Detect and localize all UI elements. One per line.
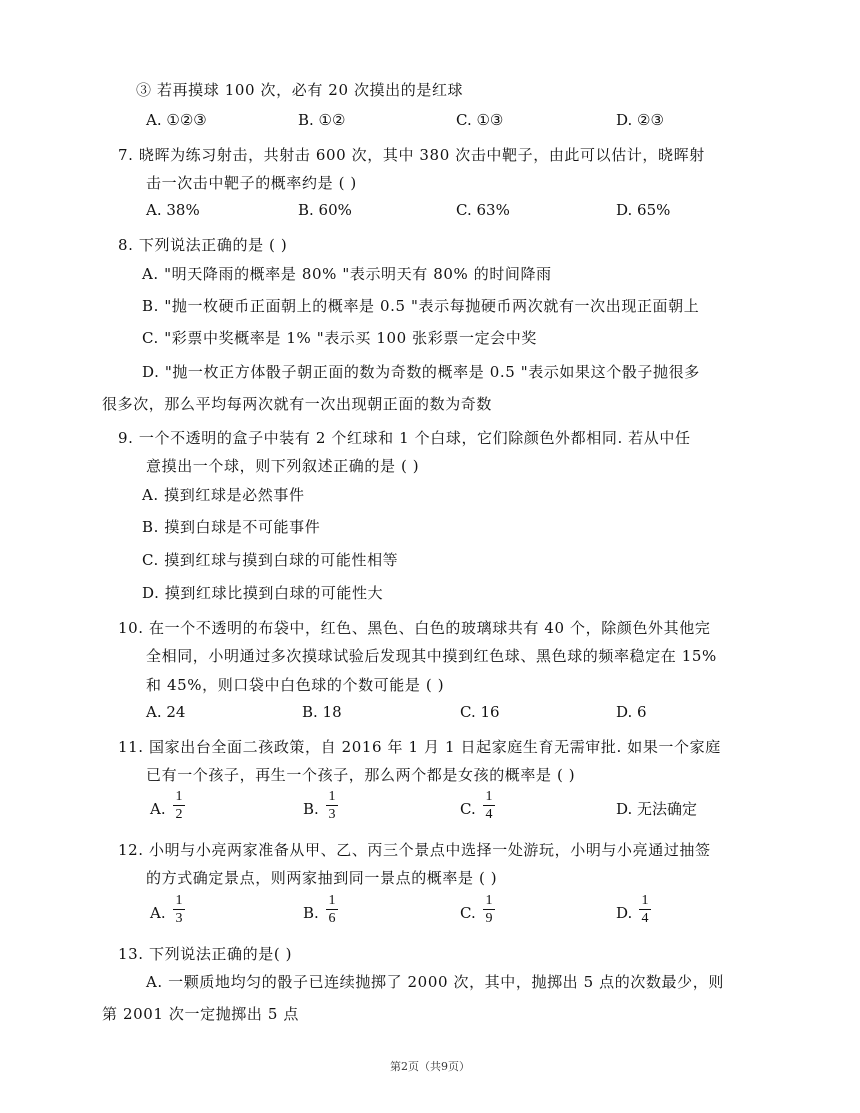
q8-stem: 8. 下列说法正确的是 ( ) xyxy=(118,236,288,254)
fraction-bar xyxy=(173,909,185,910)
q12-stem-cont: 的方式确定景点，则两家抽到同一景点的概率是 ( ) xyxy=(146,869,498,887)
q11-option-a-label: A. xyxy=(150,800,166,818)
fraction-denominator: 4 xyxy=(641,911,649,926)
q7-stem-cont: 击一次击中靶子的概率约是 ( ) xyxy=(146,174,357,192)
fraction-denominator: 9 xyxy=(485,911,493,926)
q8-option-d: D. "抛一枚正方体骰子朝正面的数为奇数的概率是 0.5 "表示如果这个骰子抛很多 xyxy=(142,363,700,381)
fraction-numerator: 1 xyxy=(485,893,493,908)
q6-option-a: A. ①②③ xyxy=(146,111,207,129)
q12-option-b-label: B. xyxy=(303,904,319,922)
fraction-bar xyxy=(326,805,338,806)
q10-option-a: A. 24 xyxy=(146,703,186,721)
q6-statement-3: ③ 若再摸球 100 次，必有 20 次摸出的是红球 xyxy=(136,81,464,99)
q10-option-b: B. 18 xyxy=(302,703,342,721)
fraction-numerator: 1 xyxy=(328,789,336,804)
q10-option-d: D. 6 xyxy=(616,703,647,721)
q10-stem-cont-1: 全相同，小明通过多次摸球试验后发现其中摸到红色球、黑色球的频率稳定在 15% xyxy=(146,647,717,665)
q9-option-b: B. 摸到白球是不可能事件 xyxy=(142,518,321,536)
fraction-bar xyxy=(639,909,651,910)
q11-stem: 11. 国家出台全面二孩政策，自 2016 年 1 月 1 日起家庭生育无需审批. 如果一个家庭 xyxy=(118,738,721,756)
q7-option-c: C. 63% xyxy=(456,201,510,219)
q12-option-d-label: D. xyxy=(616,904,633,922)
q11-option-a-fraction xyxy=(173,789,185,822)
fraction-numerator: 1 xyxy=(328,893,336,908)
page-footer: 第2页（共9页） xyxy=(390,1060,470,1073)
fraction-denominator: 3 xyxy=(328,807,336,822)
fraction-bar xyxy=(326,909,338,910)
q12-option-c-label: C. xyxy=(460,904,476,922)
q7-option-a: A. 38% xyxy=(146,201,200,219)
q13-option-a: A. 一颗质地均匀的骰子已连续抛掷了 2000 次，其中，抛掷出 5 点的次数最少，则 xyxy=(146,973,724,991)
q8-option-c: C. "彩票中奖概率是 1% "表示买 100 张彩票一定会中奖 xyxy=(142,329,537,347)
fraction-bar xyxy=(483,909,495,910)
q6-option-b: B. ①② xyxy=(298,111,346,129)
q11-option-c-fraction xyxy=(483,789,495,822)
q11-option-b-label: B. xyxy=(303,800,319,818)
fraction-bar xyxy=(483,805,495,806)
fraction-denominator: 3 xyxy=(175,911,183,926)
q10-stem: 10. 在一个不透明的布袋中，红色、黑色、白色的玻璃球共有 40 个，除颜色外其他完 xyxy=(118,619,711,637)
q13-stem: 13. 下列说法正确的是( ) xyxy=(118,945,293,963)
q7-option-d: D. 65% xyxy=(616,201,671,219)
fraction-numerator: 1 xyxy=(175,789,183,804)
q12-option-d-fraction xyxy=(639,893,651,926)
q12-stem: 12. 小明与小亮两家准备从甲、乙、丙三个景点中选择一处游玩，小明与小亮通过抽签 xyxy=(118,841,711,859)
q6-option-c: C. ①③ xyxy=(456,111,504,129)
q13-option-a-cont: 第 2001 次一定抛掷出 5 点 xyxy=(102,1005,299,1023)
q8-option-b: B. "抛一枚硬币正面朝上的概率是 0.5 "表示每抛硬币两次就有一次出现正面朝上 xyxy=(142,297,700,315)
fraction-denominator: 6 xyxy=(328,911,336,926)
fraction-denominator: 2 xyxy=(175,807,183,822)
q9-option-d: D. 摸到红球比摸到白球的可能性大 xyxy=(142,584,384,602)
q8-option-d-cont: 很多次，那么平均每两次就有一次出现朝正面的数为奇数 xyxy=(102,395,493,413)
q12-option-c-fraction xyxy=(483,893,495,926)
q11-option-d: D. 无法确定 xyxy=(616,800,698,818)
q9-option-c: C. 摸到红球与摸到白球的可能性相等 xyxy=(142,551,399,569)
q10-stem-cont-2: 和 45%，则口袋中白色球的个数可能是 ( ) xyxy=(146,676,445,694)
fraction-bar xyxy=(173,805,185,806)
fraction-numerator: 1 xyxy=(485,789,493,804)
q6-option-d: D. ②③ xyxy=(616,111,664,129)
q9-option-a: A. 摸到红球是必然事件 xyxy=(142,486,305,504)
q12-option-a-fraction xyxy=(173,893,185,926)
q11-option-c-label: C. xyxy=(460,800,476,818)
q11-stem-cont: 已有一个孩子，再生一个孩子，那么两个都是女孩的概率是 ( ) xyxy=(146,766,576,784)
q12-option-a-label: A. xyxy=(150,904,166,922)
q11-option-b-fraction xyxy=(326,789,338,822)
q7-stem: 7. 晓晖为练习射击，共射击 600 次，其中 380 次击中靶子，由此可以估计，晓晖射 xyxy=(118,146,705,164)
q10-option-c: C. 16 xyxy=(460,703,500,721)
q7-option-b: B. 60% xyxy=(298,201,352,219)
fraction-numerator: 1 xyxy=(641,893,649,908)
q9-stem: 9. 一个不透明的盒子中装有 2 个红球和 1 个白球，它们除颜色外都相同. 若从中任 xyxy=(118,429,691,447)
q8-option-a: A. "明天降雨的概率是 80% "表示明天有 80% 的时间降雨 xyxy=(142,265,552,283)
q9-stem-cont: 意摸出一个球，则下列叙述正确的是 ( ) xyxy=(146,457,420,475)
q12-option-b-fraction xyxy=(326,893,338,926)
fraction-numerator: 1 xyxy=(175,893,183,908)
fraction-denominator: 4 xyxy=(485,807,493,822)
